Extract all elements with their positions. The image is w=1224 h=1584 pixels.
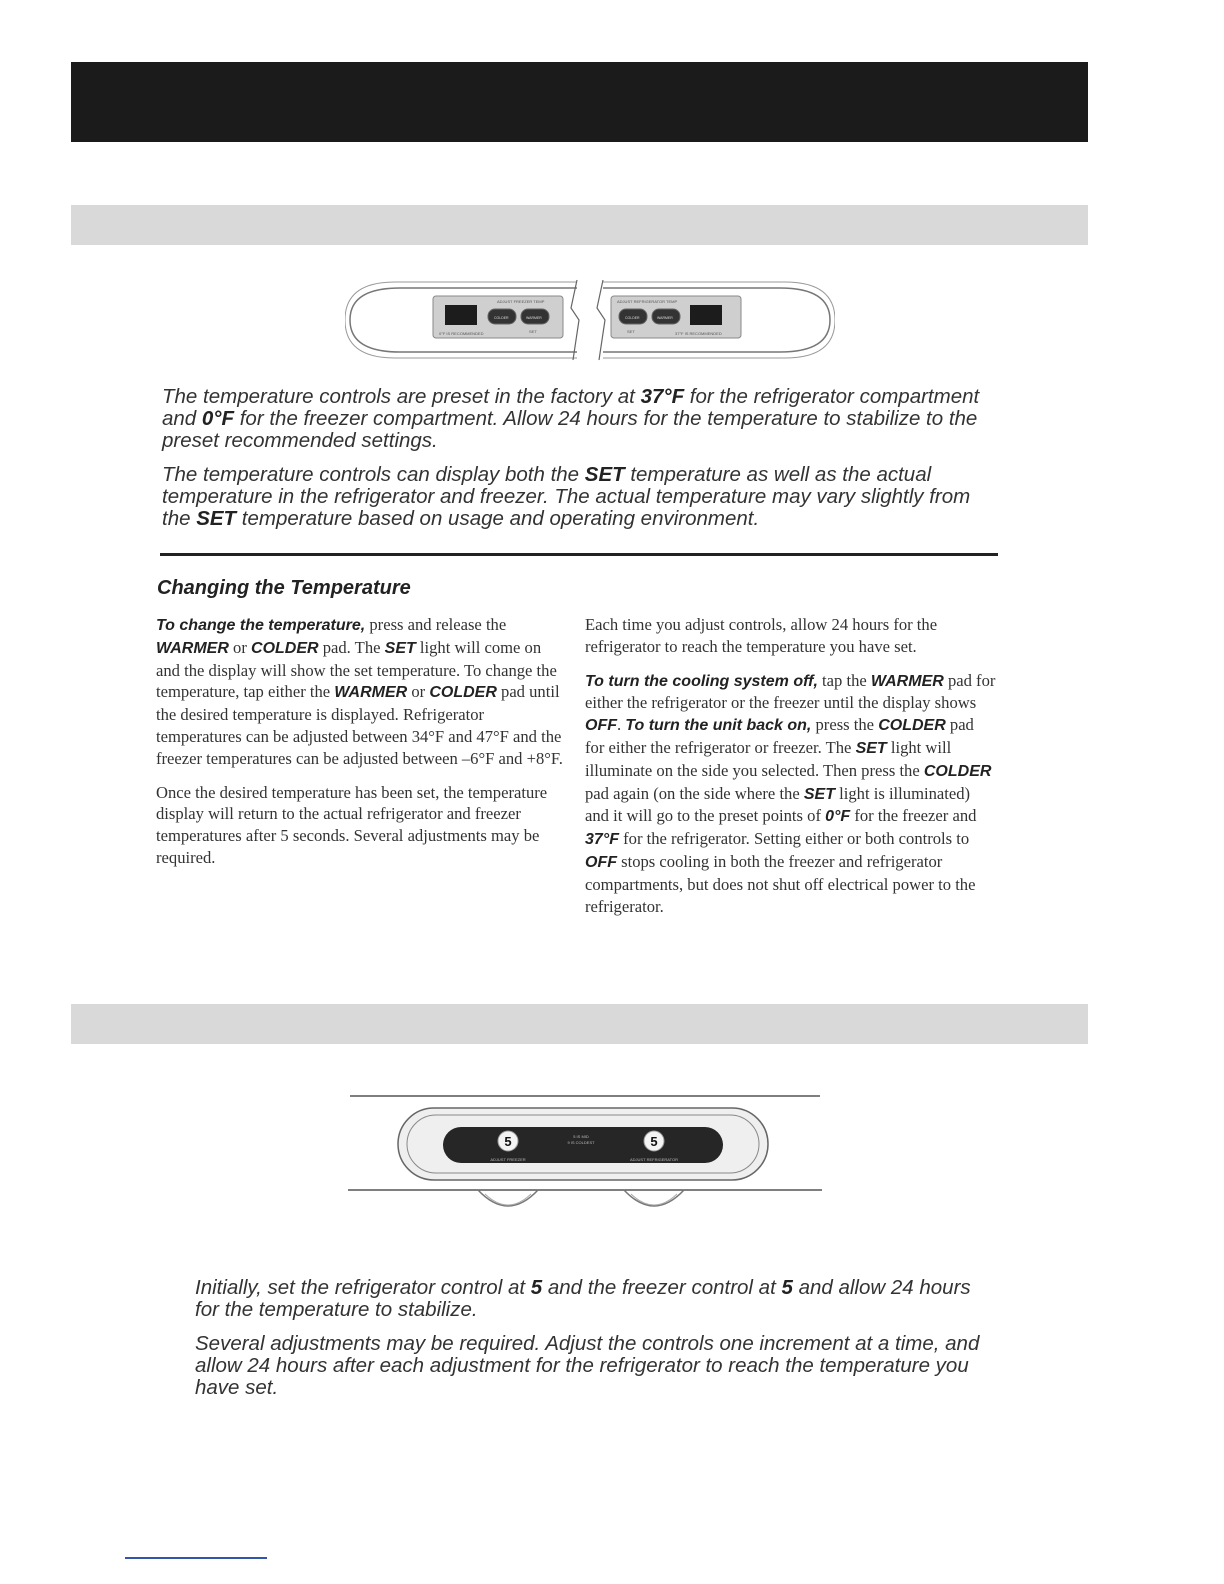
intro-paragraph-preset: The temperature controls are preset in the factory at 37°F for the refrigerator compartment and 0°F for the freezer compartment. Allow 24 hours for the temperature to stabilize to the preset recommended settings. [162,385,980,452]
dial-center-label-1: 5 IS MID [573,1134,589,1139]
freezer-control-panel [345,280,579,360]
break-mark-left [571,280,579,360]
digital-intro-text [162,386,1004,542]
refrigerator-panel-label: ADJUST REFRIGERATOR TEMP [617,299,678,304]
dial-instructions-text [195,1277,995,1411]
refrigerator-display [690,305,722,325]
refrigerator-set-label: SET [627,329,635,334]
refrigerator-dial[interactable] [644,1131,664,1151]
refrigerator-dial-label: ADJUST REFRIGERATOR [629,1157,679,1162]
section-band-digital [71,205,1088,245]
digital-control-panel-illustration [345,278,835,362]
freezer-dial-label: ADJUST FREEZER [490,1157,526,1162]
intro-paragraph-display: The temperature controls can display both the SET temperature as well as the actual temperature in the refrigerator and freezer. The actual temperature may vary slightly from the SET temperature based on usage and operating environment. [162,463,971,530]
refrigerator-control-panel [597,280,835,360]
refrigerator-dial-knob [624,1190,684,1206]
refrigerator-warmer-label: WARMER [657,316,673,320]
freezer-colder-label: COLDER [494,316,509,320]
freezer-dial[interactable] [498,1131,518,1151]
freezer-warmer-label: WARMER [526,316,542,320]
dial-adjust-paragraph: Several adjustments may be required. Adjust the controls one increment at a time, and allow 24 hours after each adjustment for the refrigerator to reach the temperature you have set. [195,1332,980,1399]
changing-left-column [156,614,566,881]
refrigerator-colder-label: COLDER [625,316,640,320]
section-divider [160,553,998,556]
change-temp-paragraph: To change the temperature, press and release the WARMER or COLDER pad. The SET light will come on and the display will show the set temperature. To change the temperature, tap either the WARMER or COLDER pad until the desired temperature is displayed. Refrigerator temperatures can be adjusted between 34°F and 47°F and the freezer temperatures can be adjusted between –6°F and +8°F. [156,615,563,768]
display-return-paragraph: Once the desired temperature has been set, the temperature display will return to the actual refrigerator and freezer temperatures after 5 seconds. Several adjustments may be required. [156,782,548,867]
freezer-dial-knob [478,1190,538,1206]
cooling-off-paragraph: To turn the cooling system off, tap the WARMER pad for either the refrigerator or the freezer until the display shows OFF. To turn the unit back on, press the COLDER pad for either the refrigerator or freezer. The SET light will illuminate on the side you selected. Then press the COLDER pad again (on the side where the SET light is illuminated) and it will go to the preset points of 0°F for the freezer and 37°F for the refrigerator. Setting either or both controls to OFF stops cooling in both the freezer and refrigerator compartments, but does not shut off electrical power to the refrigerator. [585,670,996,916]
dial-initial-paragraph: Initially, set the refrigerator control at 5 and the freezer control at 5 and allow 24 hours for the temperature to stabilize. [195,1276,971,1321]
freezer-set-label: SET [529,329,537,334]
changing-temperature-heading: Changing the Temperature [157,577,411,599]
freezer-recommended-label: 0°F IS RECOMMENDED [439,331,484,336]
refrigerator-recommended-label: 37°F IS RECOMMENDED [675,331,722,336]
adjust-wait-paragraph: Each time you adjust controls, allow 24 hours for the refrigerator to reach the temperature you have set. [585,615,938,656]
section-band-dial [71,1004,1088,1044]
dial-center-label-2: 9 IS COLDEST [567,1140,595,1145]
break-mark-right [597,280,605,360]
freezer-display [445,305,477,325]
dial-control-panel-illustration [345,1090,825,1225]
freezer-panel-label: ADJUST FREEZER TEMP [497,299,545,304]
refrigerator-dial-value: 5 [650,1134,658,1149]
changing-right-column [585,614,997,929]
footer-link-underline [125,1557,267,1559]
freezer-dial-value: 5 [504,1134,512,1149]
header-bar [71,62,1088,142]
